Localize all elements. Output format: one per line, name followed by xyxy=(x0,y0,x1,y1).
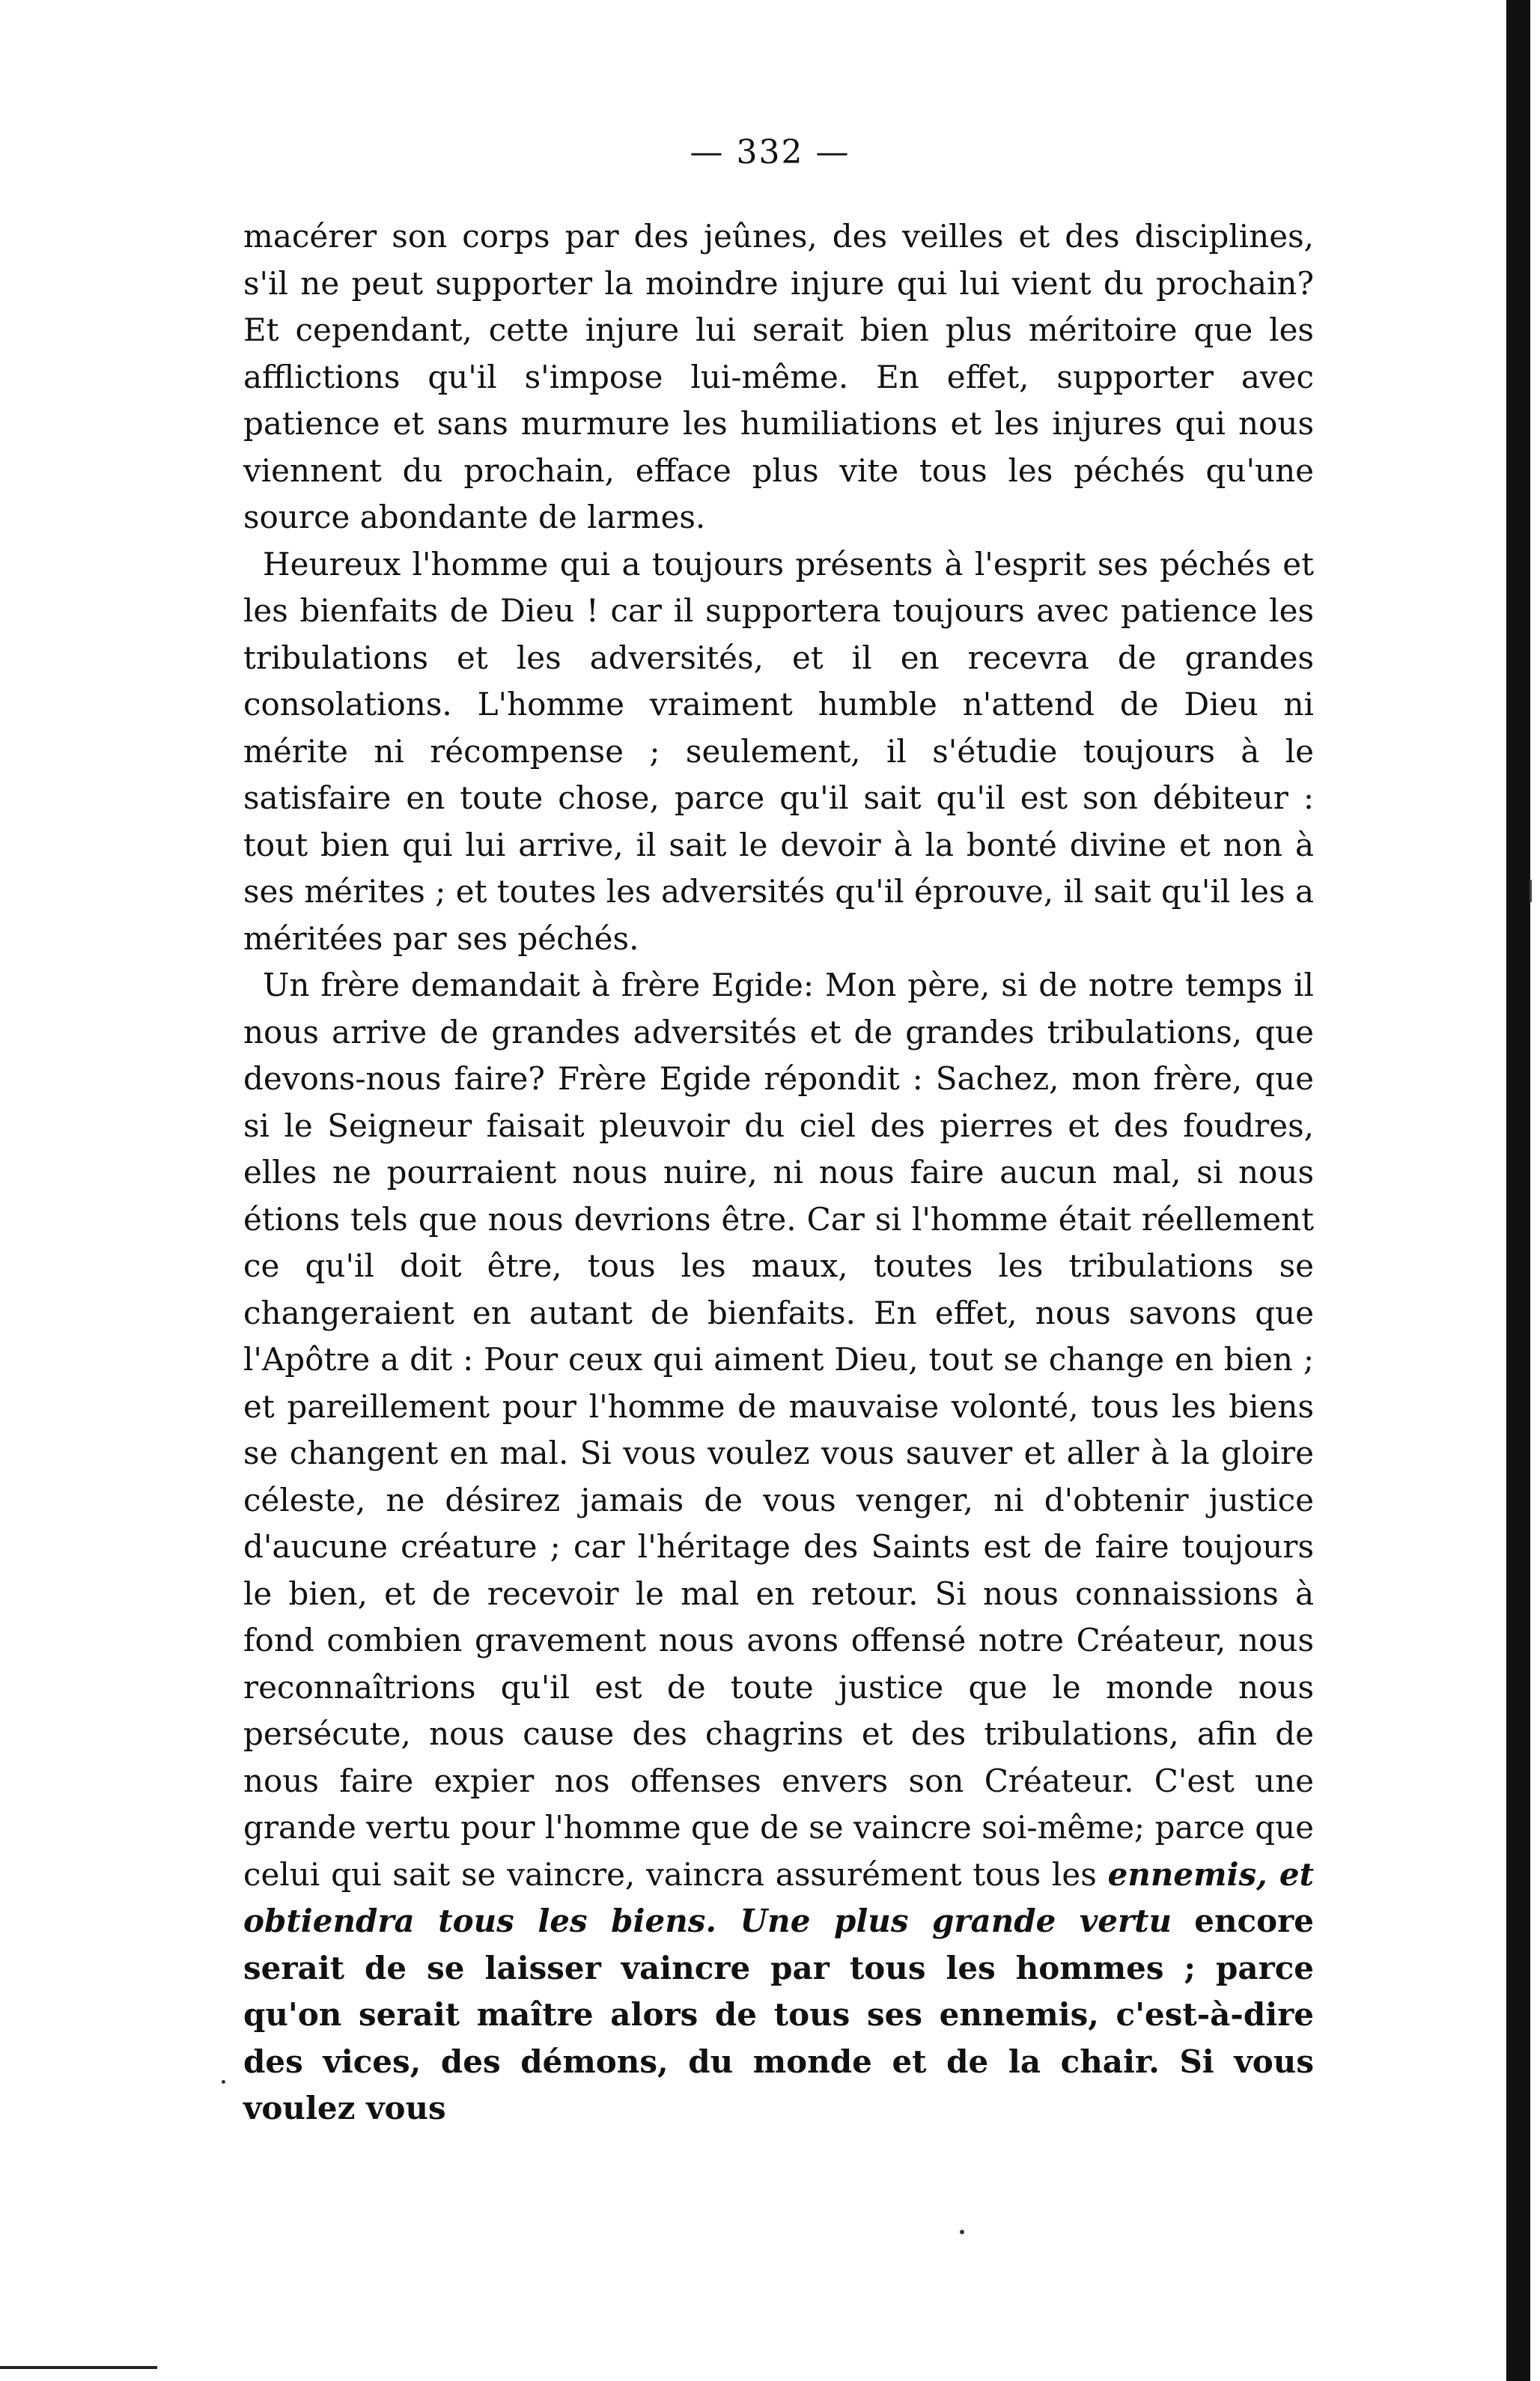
paragraph-3 xyxy=(243,962,1314,2132)
bottom-rule-line xyxy=(0,2366,157,2369)
paragraph-3-bold-italic-text: ennemis, et obtiendra tous les biens. Une plus grande vertu xyxy=(243,1855,1314,1939)
paragraph-1 xyxy=(243,213,1314,541)
paragraph-2 xyxy=(243,541,1314,963)
ink-speck-left xyxy=(222,2080,225,2084)
scan-edge-bar xyxy=(1506,0,1530,2381)
body-text xyxy=(243,213,1314,2132)
page-number: — 332 — xyxy=(690,133,850,171)
ink-speck xyxy=(960,2230,964,2234)
scan-edge-mark xyxy=(1530,880,1532,902)
paragraph-1-text: macérer son corps par des jeûnes, des veilles et des disciplines, s'il ne peut supporter la moindre injure qui lui vient du prochain? Et cependant, cette injure lui serait bien plus méritoire que les afflictions qu'il s'impose lui-même. En effet, supporter avec patience et sans murmure les humiliations et les injures qui nous viennent du prochain, efface plus vite tous les péchés qu'une source abondante de larmes. xyxy=(243,218,1314,535)
paragraph-2-text: Heureux l'homme qui a toujours présents à l'esprit ses péchés et les bienfaits de Dieu ! car il supportera toujours avec patience les tribulations et les adversités, et il en recevra de grandes consolations. L'homme vraiment humble n'attend de Dieu ni mérite ni récompense ; seulement, il s'étudie toujours à le satisfaire en toute chose, parce qu'il sait qu'il est son débiteur : tout bien qui lui arrive, il sait le devoir à la bonté divine et non à ses mérites ; et toutes les adversités qu'il éprouve, il sait qu'il les a méritées par ses péchés. xyxy=(243,545,1314,957)
paragraph-3-bold-text: encore serait de se laisser vaincre par tous les hommes ; parce qu'on serait maître alors de tous ses ennemis, c'est-à-dire des vices, des démons, du monde et de la chair. Si vous voulez vous xyxy=(243,1903,1314,2126)
paragraph-3-text: Un frère demandait à frère Egide: Mon père, si de notre temps il nous arrive de grandes adversités et de grandes tribulations, que devons-nous faire? Frère Egide répondit : Sachez, mon frère, que si le Seigneur faisait pleuvoir du ciel des pierres et des foudres, elles ne pourraient nous nuire, ni nous faire aucun mal, si nous étions tels que nous devrions être. Car si l'homme était réellement ce qu'il doit être, tous les maux, toutes les tribulations se changeraient en autant de bienfaits. En effet, nous savons que l'Apôtre a dit : Pour ceux qui aiment Dieu, tout se change en bien ; et pareillement pour l'homme de mauvaise volonté, tous les biens se changent en mal. Si vous voulez vous sauver et aller à la gloire céleste, ne désirez jamais de vous venger, ni d'obtenir justice d'aucune créature ; car l'héritage des Saints est de faire toujours le bien, et de recevoir le mal en retour. Si nous connaissions à fond combien gravement nous avons offensé notre Créateur, nous reconnaîtrions qu'il est de toute justice que le monde nous persécute, nous cause des chagrins et des tribulations, afin de nous faire expier nos offenses envers son Créateur. C'est une grande vertu pour l'homme que de se vaincre soi-même; parce que celui qui sait se vaincre, vaincra assurément tous les xyxy=(243,967,1314,1893)
paragraph-3-space xyxy=(1172,1903,1194,1939)
